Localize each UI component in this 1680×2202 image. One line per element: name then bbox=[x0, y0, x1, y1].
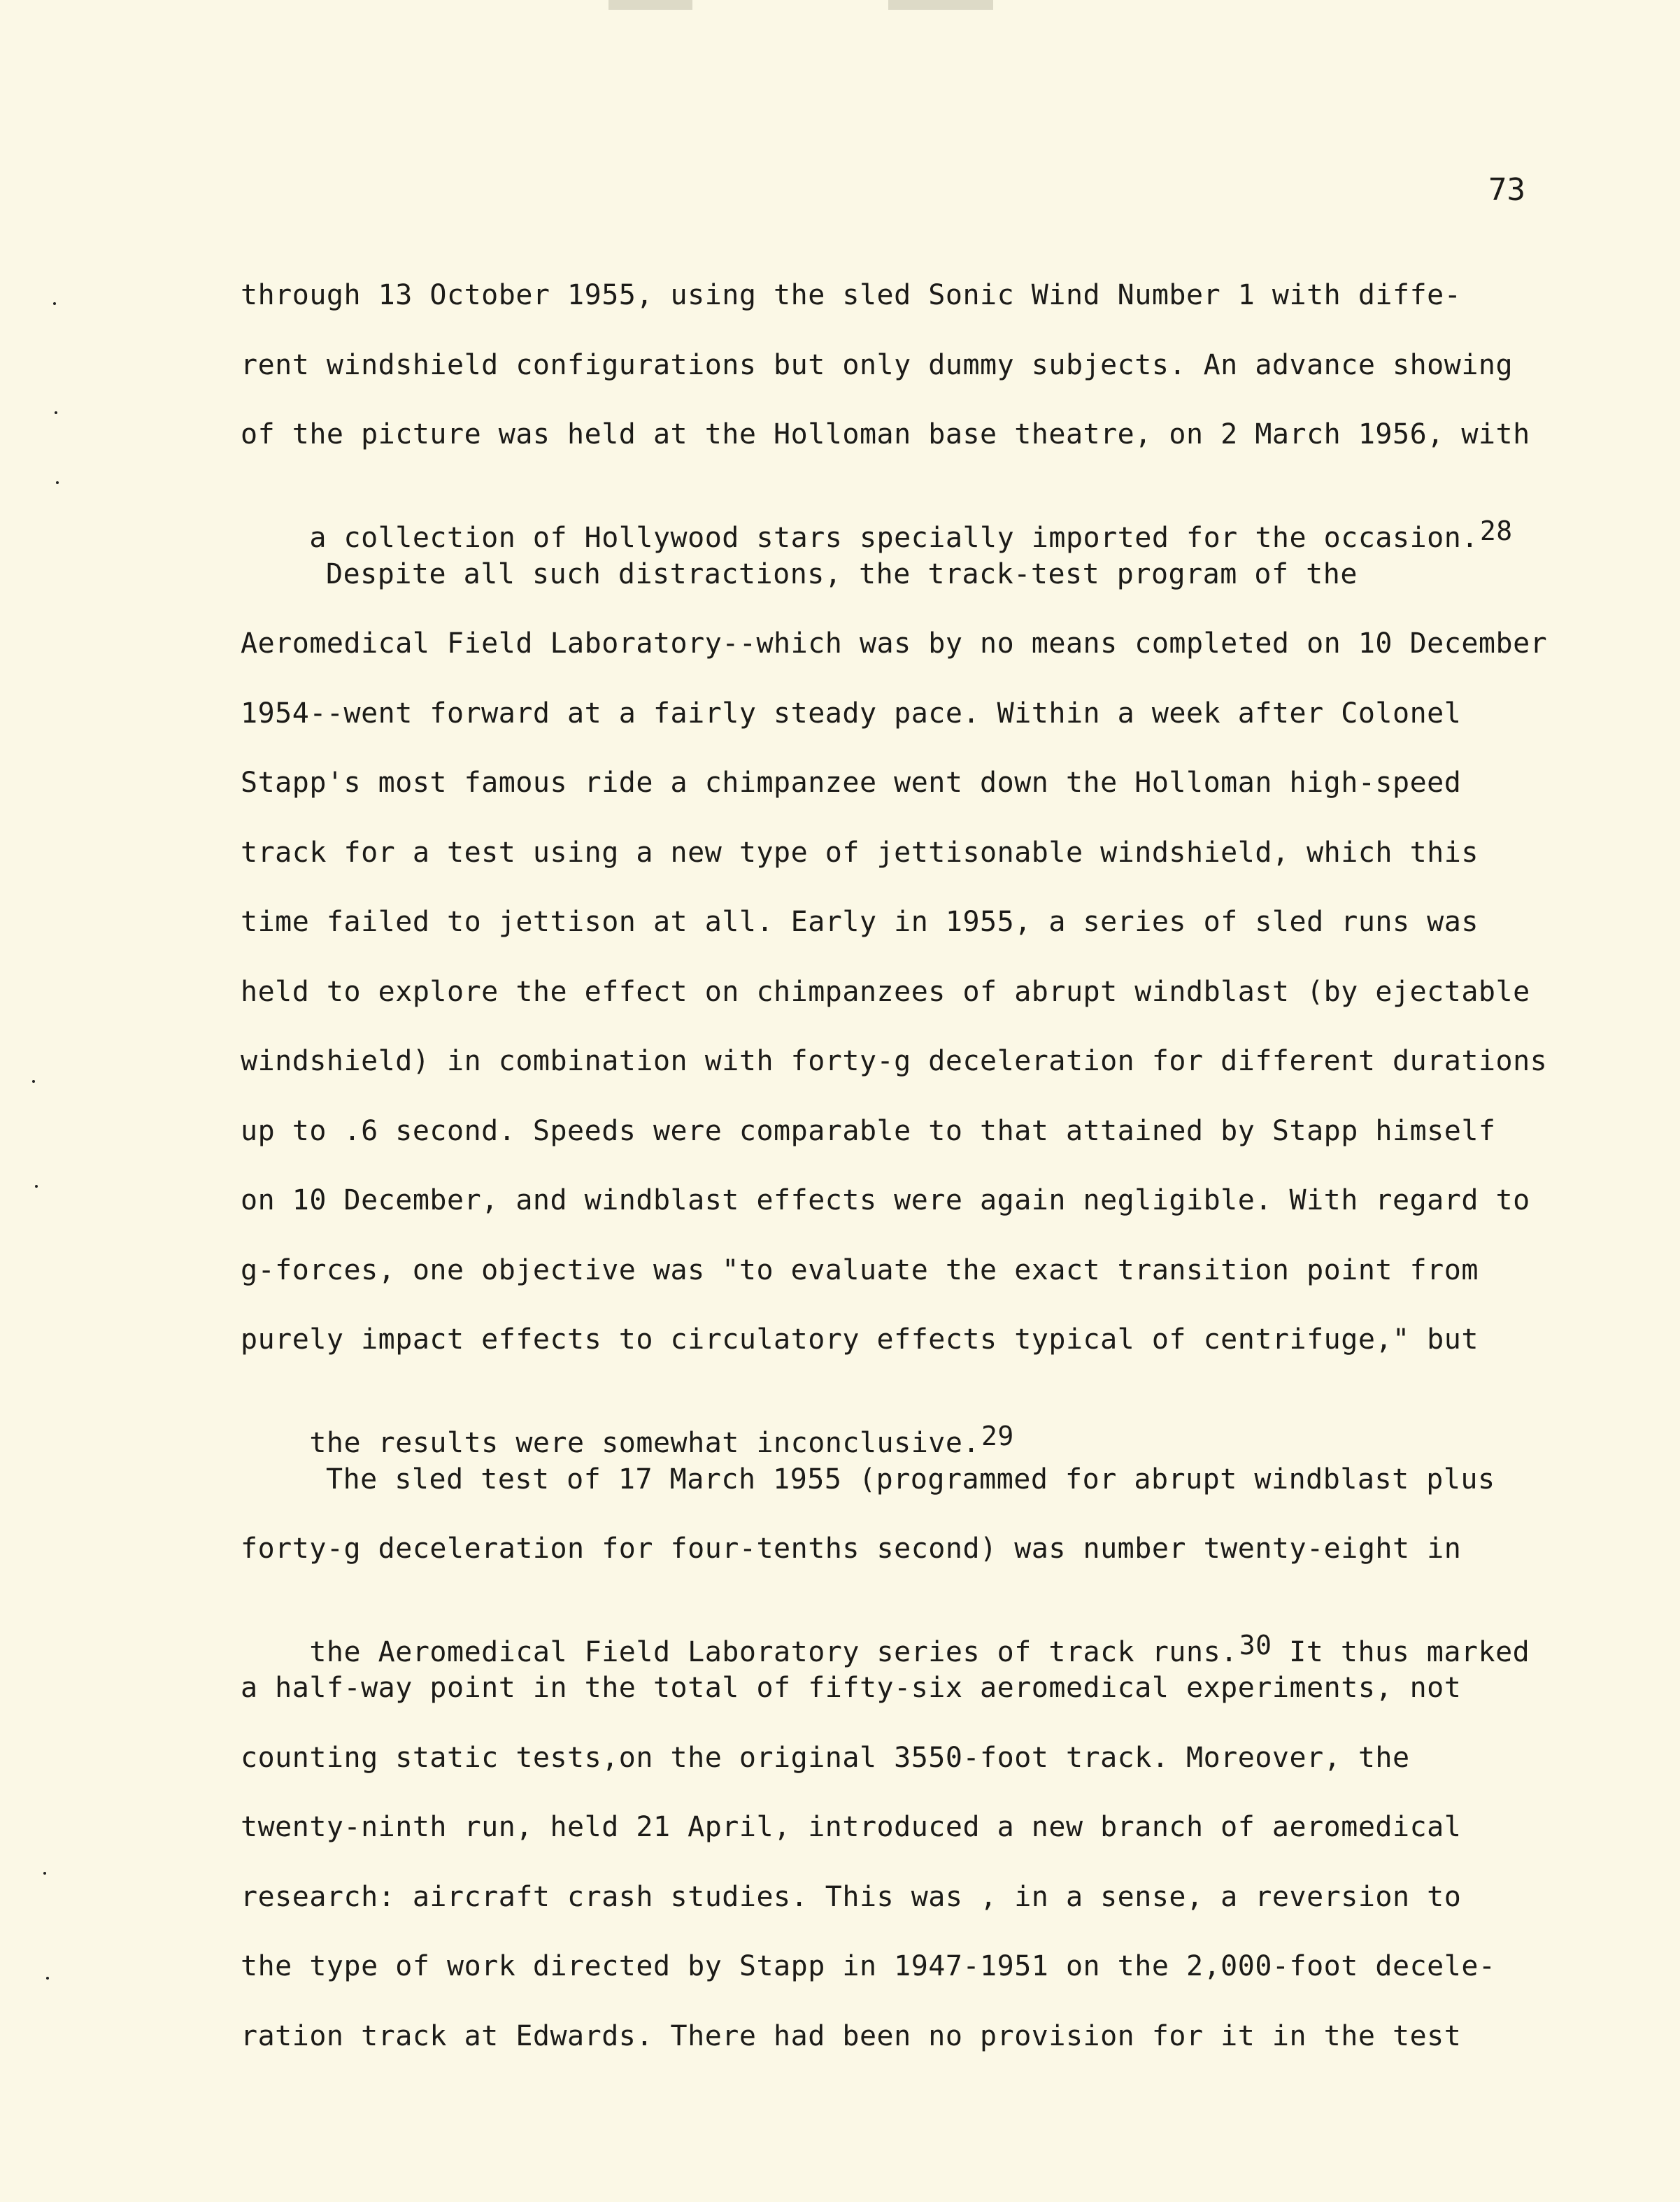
scan-smudge bbox=[888, 0, 993, 10]
margin-mark bbox=[55, 411, 57, 414]
margin-mark bbox=[53, 302, 56, 305]
text-line: time failed to jettison at all. Early in 1955, a series of sled runs was bbox=[241, 906, 1479, 938]
text-line: through 13 October 1955, using the sled Sonic Wind Number 1 with diffe- bbox=[241, 279, 1462, 311]
footnote-marker: 30 bbox=[1239, 1630, 1272, 1661]
margin-mark bbox=[46, 1977, 49, 1980]
margin-mark bbox=[35, 1185, 38, 1188]
margin-mark bbox=[43, 1872, 46, 1875]
text-line: g-forces, one objective was "to evaluate the exact transition point from bbox=[241, 1254, 1479, 1286]
text-line: Aeromedical Field Laboratory--which was by no means completed on 10 December bbox=[241, 627, 1548, 660]
line-text: the Aeromedical Field Laboratory series of track runs. bbox=[309, 1636, 1238, 1668]
text-line: track for a test using a new type of jettisonable windshield, which this bbox=[241, 837, 1479, 869]
text-line: twenty-ninth run, held 21 April, introduced a new branch of aeromedical bbox=[241, 1811, 1462, 1843]
margin-mark bbox=[56, 481, 59, 484]
text-line: windshield) in combination with forty-g deceleration for different durations bbox=[241, 1045, 1548, 1077]
text-line: on 10 December, and windblast effects were again negligible. With regard to bbox=[241, 1184, 1530, 1216]
text-line: forty-g deceleration for four-tenths second) was number twenty-eight in bbox=[241, 1533, 1462, 1565]
line-text-continued: It thus marked bbox=[1272, 1636, 1530, 1668]
text-line: the type of work directed by Stapp in 1947-1951 on the 2,000-foot decele- bbox=[241, 1950, 1496, 1982]
text-line: ration track at Edwards. There had been no provision for it in the test bbox=[241, 2020, 1462, 2052]
text-line: held to explore the effect on chimpanzees of abrupt windblast (by ejectable bbox=[241, 976, 1530, 1008]
text-line: The sled test of 17 March 1955 (programmed for abrupt windblast plus bbox=[326, 1463, 1495, 1496]
text-line: purely impact effects to circulatory effects typical of centrifuge," but bbox=[241, 1323, 1479, 1356]
text-line: up to .6 second. Speeds were comparable to that attained by Stapp himself bbox=[241, 1115, 1496, 1147]
footnote-marker: 28 bbox=[1479, 516, 1513, 546]
text-line: Stapp's most famous ride a chimpanzee went down the Holloman high-speed bbox=[241, 767, 1462, 799]
page-number: 73 bbox=[1488, 172, 1525, 208]
text-line: of the picture was held at the Holloman base theatre, on 2 March 1956, with bbox=[241, 418, 1530, 450]
line-text: a collection of Hollywood stars specially imported for the occasion. bbox=[309, 522, 1479, 554]
line-text: the results were somewhat inconclusive. bbox=[309, 1427, 981, 1459]
text-line: research: aircraft crash studies. This was , in a sense, a reversion to bbox=[241, 1881, 1462, 1913]
scan-smudge bbox=[608, 0, 692, 10]
text-line: 1954--went forward at a fairly steady pace. Within a week after Colonel bbox=[241, 697, 1462, 730]
text-line: rent windshield configurations but only dummy subjects. An advance showing bbox=[241, 349, 1514, 381]
text-line: Despite all such distractions, the track-test program of the bbox=[326, 558, 1358, 590]
text-line: counting static tests,on the original 3550-foot track. Moreover, the bbox=[241, 1742, 1410, 1774]
text-line: a half-way point in the total of fifty-six aeromedical experiments, not bbox=[241, 1672, 1462, 1704]
margin-mark bbox=[32, 1080, 35, 1083]
footnote-marker: 29 bbox=[981, 1421, 1014, 1451]
